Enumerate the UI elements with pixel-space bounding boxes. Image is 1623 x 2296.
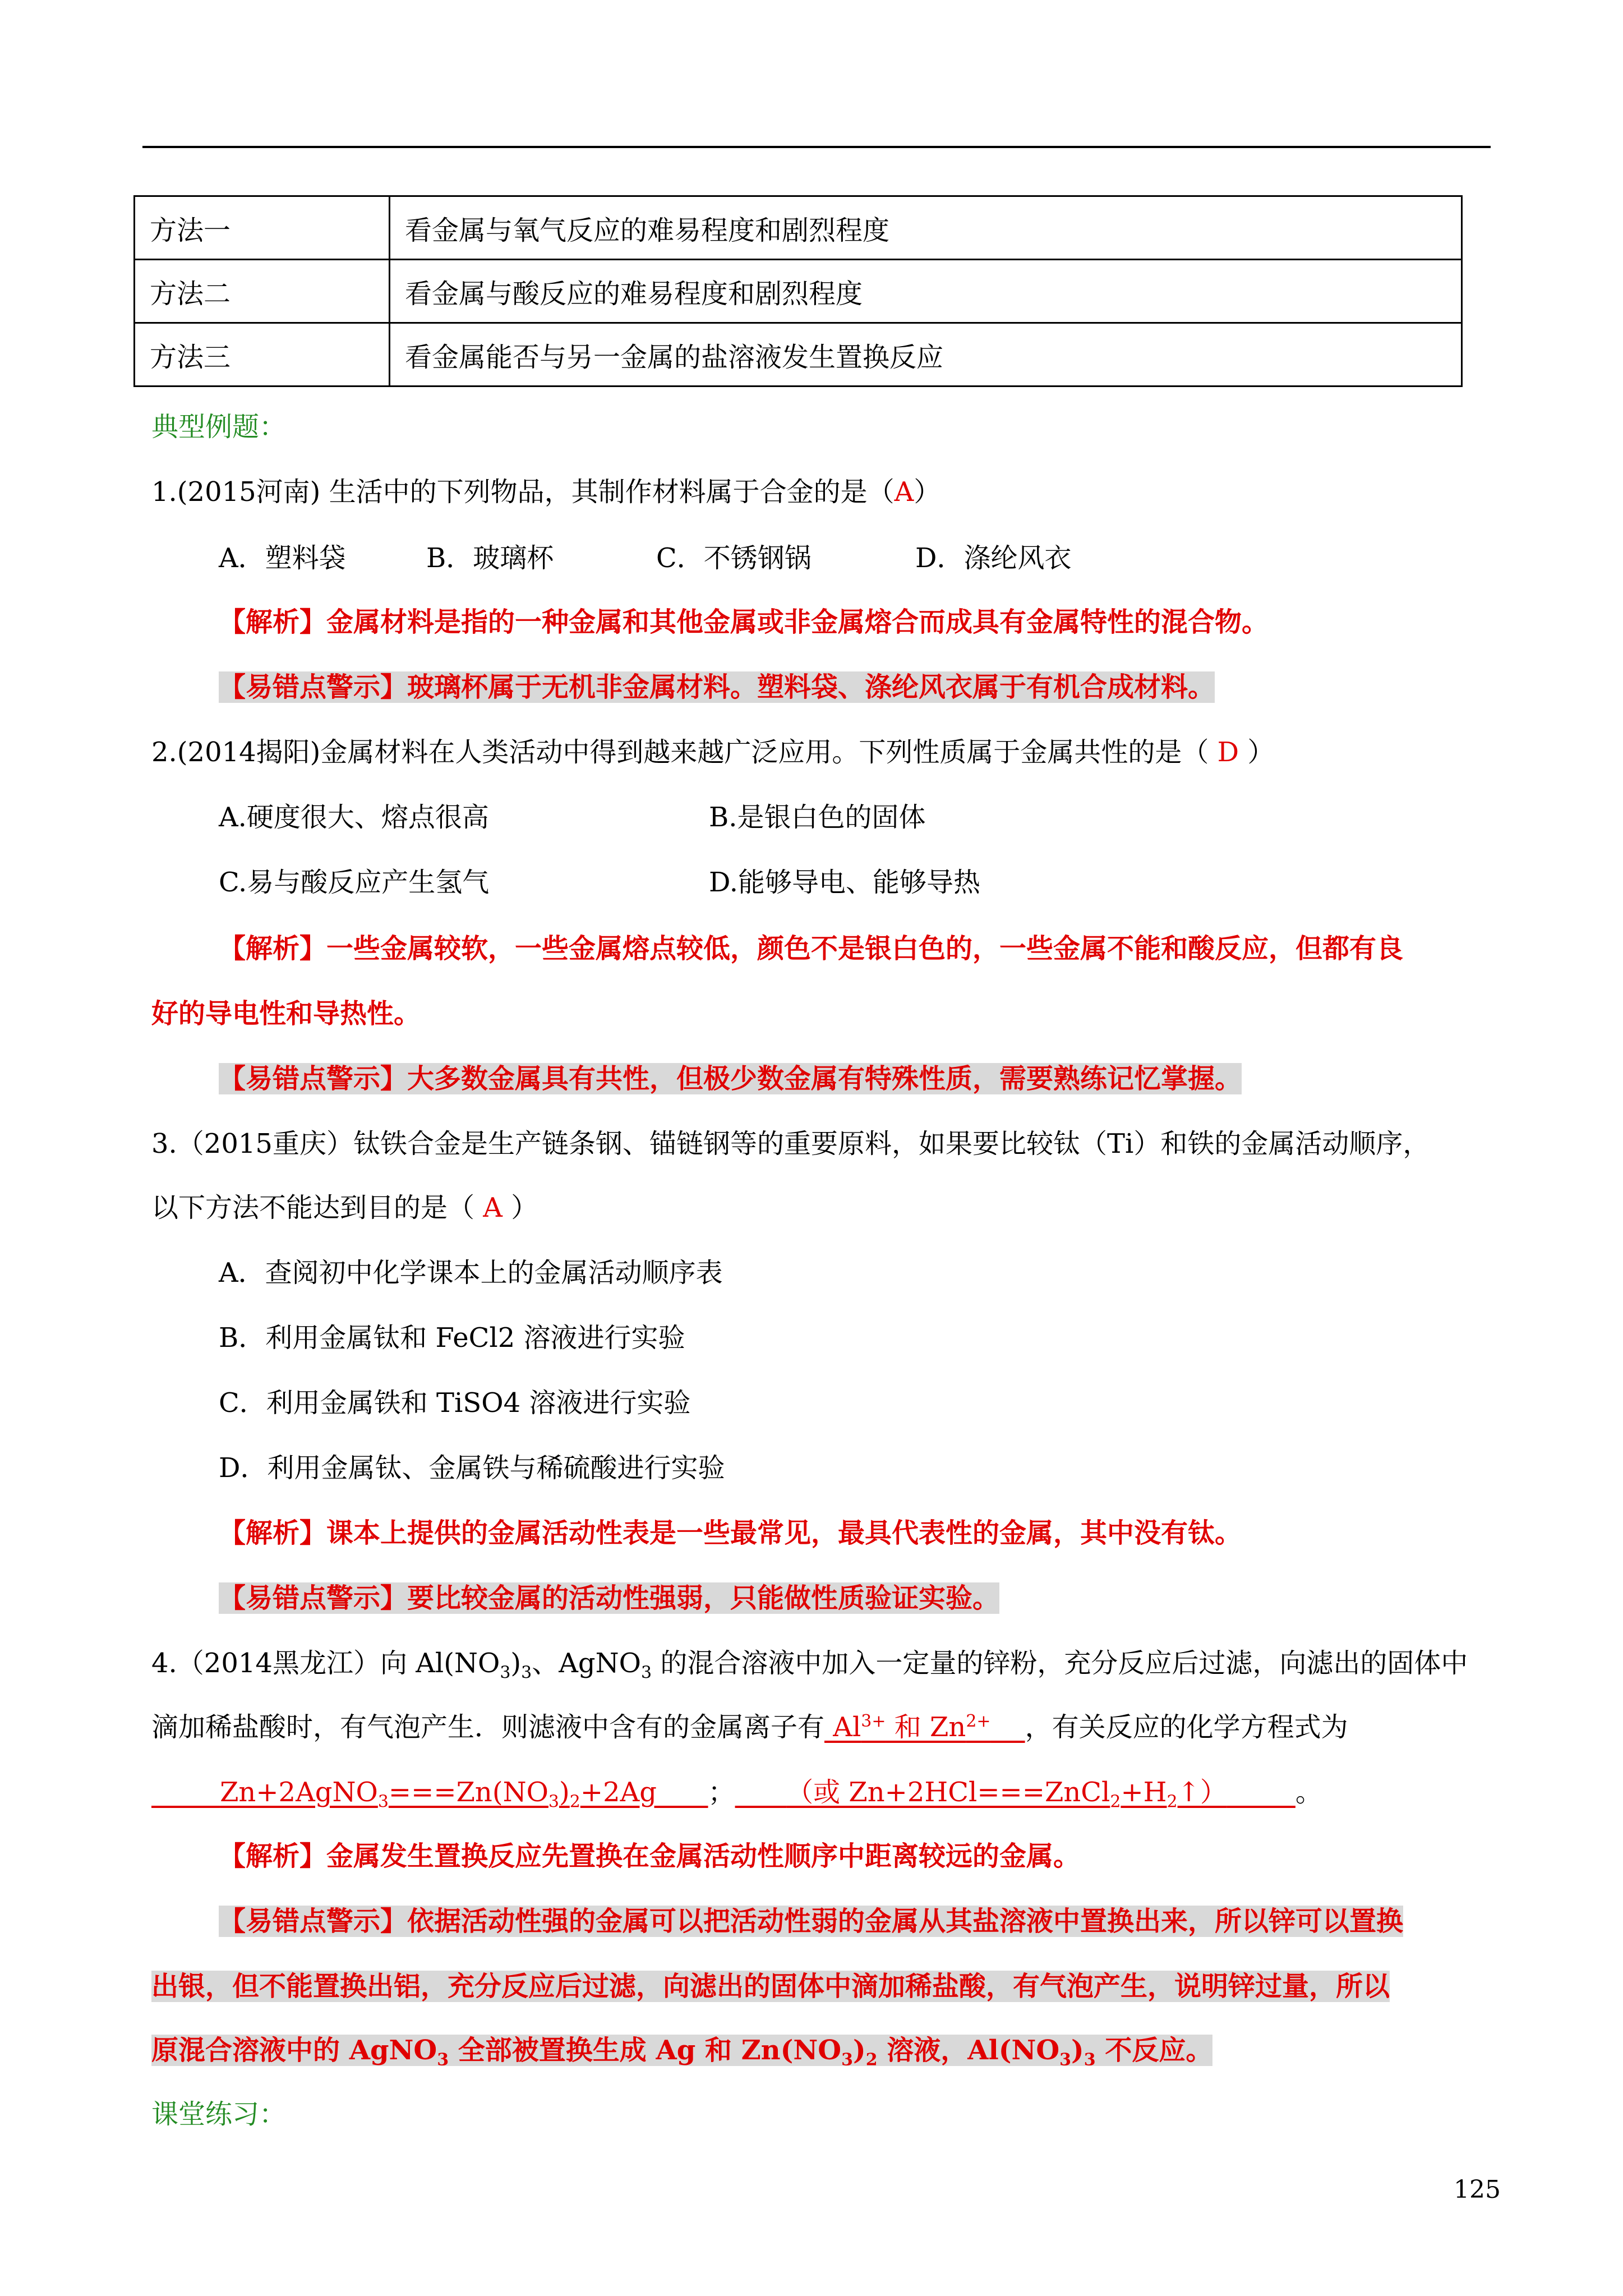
q1-option-a: A．塑料袋 xyxy=(219,542,346,574)
method-desc: 看金属能否与另一金属的盐溶液发生置换反应 xyxy=(390,323,1462,386)
q4-ions-answer: $Al^{3+}$ 和 $Zn^{2+}$ xyxy=(824,1711,991,1743)
q1-option-b: B．玻璃杯 xyxy=(426,542,554,574)
method-name: 方法一 xyxy=(135,196,390,260)
q3-analysis: 【解析】课本上提供的金属活动性表是一些最常见，最具代表性的金属，其中没有钛。 xyxy=(219,1517,1242,1549)
section-heading-practice: 课堂练习： xyxy=(151,2099,287,2130)
q4-analysis: 【解析】金属发生置换反应先置换在金属活动性顺序中距离较远的金属。 xyxy=(219,1841,1081,1872)
q4-warning-line-2: 出银，但不能置换出铝，充分反应后过滤，向滤出的固体中滴加稀盐酸，有气泡产生，说明锌过量，所以 xyxy=(151,1971,1390,2002)
q2-option-b: B.是银白色的固体 xyxy=(709,802,926,833)
method-name: 方法三 xyxy=(135,323,390,386)
q3-stem-text: 以下方法不能达到目的是（ xyxy=(151,1192,475,1223)
q2-option-a: A.硬度很大、熔点很高 xyxy=(219,802,489,833)
question-4-stem-line-2: 滴加稀盐酸时，有气泡产生．则滤液中含有的金属离子有 $Al^{3+}$ 和 $Zn^{2+}$ ，有关反应的化学方程式为 xyxy=(151,1711,1348,1743)
question-4-stem-line-1: 4.（2014黑龙江）向 $Al(NO_3)_3$、AgNO$_3$ 的混合溶液中加入一定量的锌粉，充分反应后过滤，向滤出的固体中 xyxy=(151,1648,1468,1683)
q3-warning-text: 【易错点警示】要比较金属的活动性强弱，只能做性质验证实验。 xyxy=(219,1582,1000,1614)
q3-option-b: B．利用金属钛和 FeCl2 溶液进行实验 xyxy=(219,1322,685,1354)
q1-stem-text: 1.(2015河南) 生活中的下列物品，其制作材料属于合金的是（ xyxy=(151,476,895,508)
header-rule xyxy=(142,146,1491,148)
question-2-stem xyxy=(151,730,1274,769)
q1-close: ） xyxy=(914,476,941,508)
q2-analysis-line-2: 好的导电性和导热性。 xyxy=(151,998,421,1029)
question-3-stem-line-1: 3.（2015重庆）钛铁合金是生产链条钢、锚链钢等的重要原料，如果要比较钛（Ti）和铁的金属活动顺序， xyxy=(151,1128,1430,1159)
q1-option-c: C．不锈钢锅 xyxy=(656,542,811,574)
method-desc: 看金属与酸反应的难易程度和剧烈程度 xyxy=(390,260,1462,323)
q1-warning xyxy=(219,665,1215,704)
q2-analysis-line-1: 【解析】一些金属较软，一些金属熔点较低，颜色不是银白色的，一些金属不能和酸反应，但都有良 xyxy=(219,933,1404,964)
question-1-stem xyxy=(151,470,940,509)
q2-option-d: D.能够导电、能够导热 xyxy=(709,867,981,898)
q3-option-a: A．查阅初中化学课本上的金属活动顺序表 xyxy=(219,1257,723,1289)
q4-warning-line-1: 【易错点警示】依据活动性强的金属可以把活动性弱的金属从其盐溶液中置换出来，所以锌可以置换 xyxy=(219,1906,1404,1937)
q2-option-c: C.易与酸反应产生氢气 xyxy=(219,867,490,898)
table-row xyxy=(135,323,1462,386)
q4-equation-2: （或 $Zn+2HCl===ZnCl_2+H_2↑$） xyxy=(786,1777,1227,1812)
table-row xyxy=(135,196,1462,260)
q3-option-c: C．利用金属铁和 TiSO4 溶液进行实验 xyxy=(219,1387,691,1419)
method-name: 方法二 xyxy=(135,260,390,323)
question-3-stem-line-2 xyxy=(151,1186,538,1225)
q1-warning-text: 【易错点警示】玻璃杯属于无机非金属材料。塑料袋、涤纶风衣属于有机合成材料。 xyxy=(219,671,1215,703)
page-number: 125 xyxy=(1454,2175,1501,2204)
q2-warning-text: 【易错点警示】大多数金属具有共性，但极少数金属有特殊性质，需要熟练记忆掌握。 xyxy=(219,1063,1242,1094)
q2-answer: D xyxy=(1209,737,1248,768)
q3-warning xyxy=(219,1576,999,1615)
question-4-equations: $Zn+2AgNO_3===Zn(NO_3)_2+2Ag$ ； （或 $Zn+2HCl===ZnCl_2+H_2↑$） 。 xyxy=(151,1770,1322,1812)
q3-option-d: D．利用金属钛、金属铁与稀硫酸进行实验 xyxy=(219,1452,725,1484)
q1-option-d: D．涤纶风衣 xyxy=(915,542,1072,574)
section-heading-examples: 典型例题： xyxy=(151,411,287,443)
q3-close: ） xyxy=(511,1192,538,1223)
table-row xyxy=(135,260,1462,323)
q2-warning xyxy=(219,1057,1242,1096)
methods-table xyxy=(133,195,1463,387)
q2-stem-text: 2.(2014揭阳)金属材料在人类活动中得到越来越广泛应用。下列性质属于金属共性的是（ xyxy=(151,737,1209,768)
q1-analysis: 【解析】金属材料是指的一种金属和其他金属或非金属熔合而成具有金属特性的混合物。 xyxy=(219,606,1269,638)
q2-close: ） xyxy=(1247,737,1275,768)
q4-equation-1: $Zn+2AgNO_3===Zn(NO_3)_2+2Ag$ xyxy=(220,1777,657,1812)
q4-warning-line-3: 原混合溶液中的 AgNO$_3$ 全部被置换生成 Ag 和 $Zn(NO_3)_2$ 溶液，$Al(NO_3)_3$ 不反应。 xyxy=(151,2035,1213,2070)
q1-answer: A xyxy=(894,476,914,508)
q3-answer: A xyxy=(474,1192,511,1223)
method-desc: 看金属与氧气反应的难易程度和剧烈程度 xyxy=(390,196,1462,260)
